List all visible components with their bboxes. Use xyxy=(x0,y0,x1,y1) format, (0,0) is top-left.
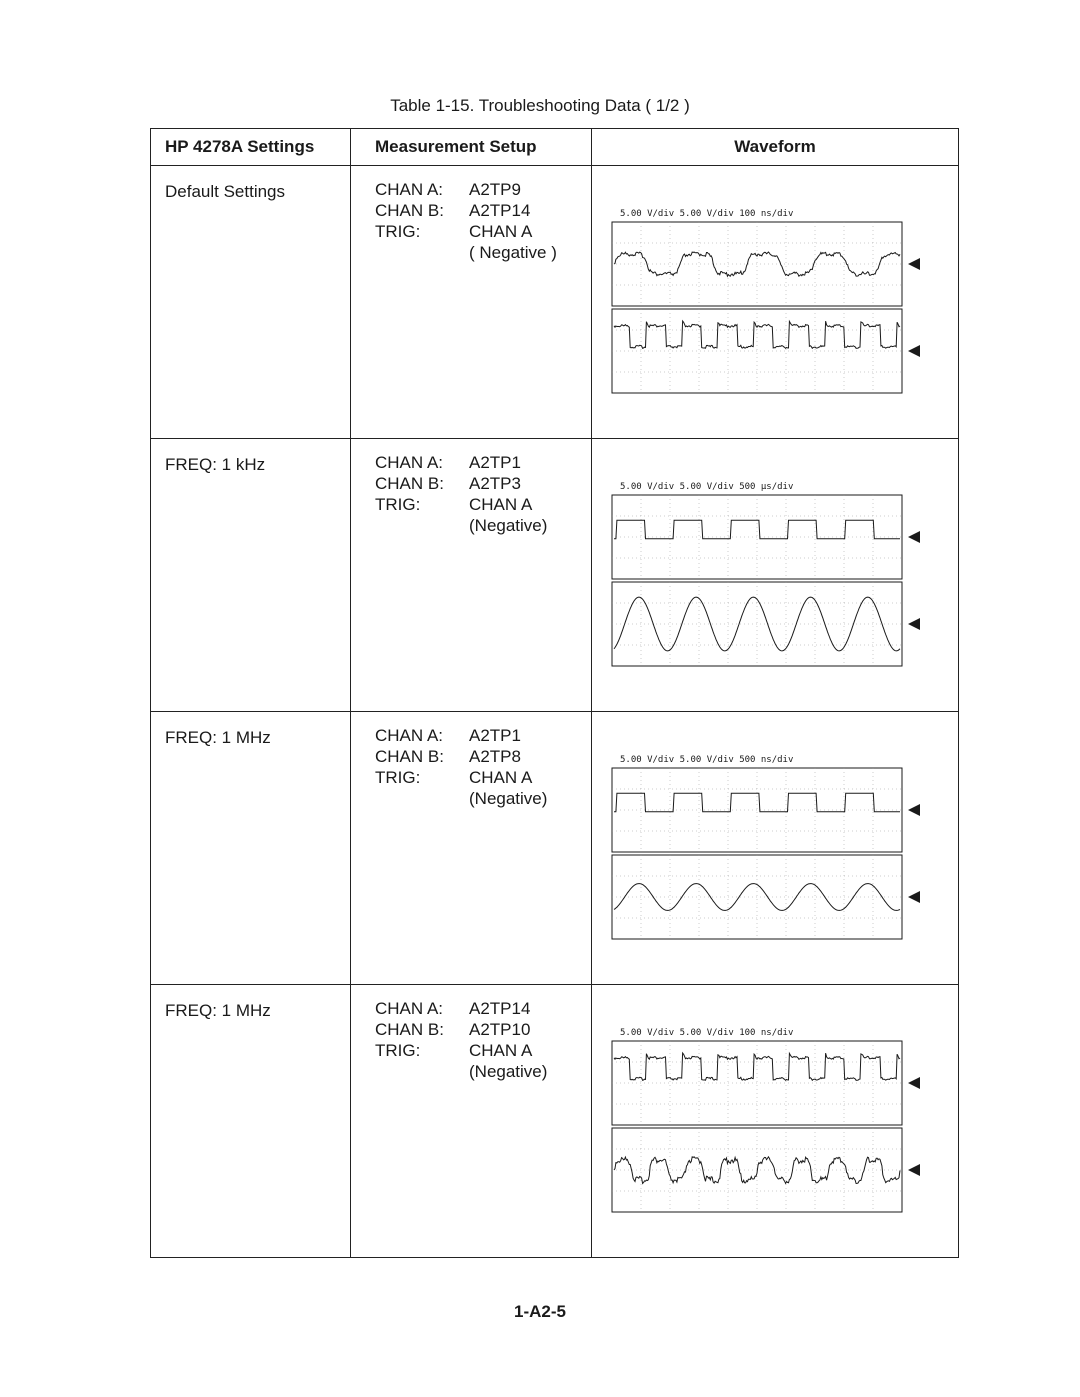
scale-readout: 5.00 V/div 5.00 V/div 500 ns/div xyxy=(620,755,794,765)
chan-a-value: A2TP1 xyxy=(469,726,521,745)
chan-b-value: A2TP3 xyxy=(469,474,521,493)
chan-a-value: A2TP14 xyxy=(469,999,531,1018)
page-number: 1-A2-5 xyxy=(514,1302,566,1321)
chan-b-label: CHAN B: xyxy=(375,747,444,766)
measurement-setup xyxy=(351,439,591,536)
table-row xyxy=(151,712,959,985)
chan-b-value: A2TP14 xyxy=(469,201,531,220)
marker-arrow-icon xyxy=(908,618,920,630)
marker-arrow-icon xyxy=(908,531,920,543)
waveform-cell xyxy=(592,439,959,712)
scale-readout: 5.00 V/div 5.00 V/div 100 ns/div xyxy=(620,1028,794,1038)
waveform-cell xyxy=(592,712,959,985)
channel-a-screen xyxy=(612,222,920,306)
measurement-setup xyxy=(351,712,591,809)
channel-a-screen xyxy=(612,768,920,852)
chan-a-value: A2TP1 xyxy=(469,453,521,472)
chan-a-label: CHAN A: xyxy=(375,999,444,1018)
measurement-setup xyxy=(351,166,591,263)
trig-mode: (Negative) xyxy=(469,789,548,808)
trig-label: TRIG: xyxy=(375,495,421,514)
trig-label: TRIG: xyxy=(375,1041,421,1060)
chan-a-value: A2TP9 xyxy=(469,180,521,199)
chan-a-label: CHAN A: xyxy=(375,180,444,199)
troubleshooting-table xyxy=(150,128,959,1258)
row-setting: Default Settings xyxy=(165,182,286,201)
marker-arrow-icon xyxy=(908,1164,920,1176)
trig-mode: ( Negative ) xyxy=(469,243,557,262)
measurement-setup xyxy=(351,985,591,1082)
channel-b-screen xyxy=(612,1128,920,1212)
trig-value: CHAN A xyxy=(469,1041,533,1060)
channel-a-screen xyxy=(612,495,920,579)
channel-a-screen xyxy=(612,1041,920,1125)
scale-readout: 5.00 V/div 5.00 V/div 100 ns/div xyxy=(620,209,794,219)
row-setting: FREQ: 1 MHz xyxy=(165,1001,271,1020)
table-row xyxy=(151,439,959,712)
chan-b-label: CHAN B: xyxy=(375,1020,444,1039)
scale-readout: 5.00 V/div 5.00 V/div 500 µs/div xyxy=(620,482,794,492)
marker-arrow-icon xyxy=(908,258,920,270)
channel-b-screen xyxy=(612,855,920,939)
trig-label: TRIG: xyxy=(375,222,421,241)
chan-b-value: A2TP10 xyxy=(469,1020,531,1039)
trig-label: TRIG: xyxy=(375,768,421,787)
trig-value: CHAN A xyxy=(469,495,533,514)
waveform-cell xyxy=(592,985,959,1258)
chan-a-label: CHAN A: xyxy=(375,726,444,745)
chan-b-label: CHAN B: xyxy=(375,474,444,493)
header-settings: HP 4278A Settings xyxy=(151,129,351,166)
chan-a-label: CHAN A: xyxy=(375,453,444,472)
trig-value: CHAN A xyxy=(469,222,533,241)
channel-b-screen xyxy=(612,582,920,666)
waveform-cell xyxy=(592,166,959,439)
channel-b-screen xyxy=(612,309,920,393)
table-row xyxy=(151,985,959,1258)
oscilloscope-plot xyxy=(592,166,957,438)
header-row xyxy=(151,129,959,166)
chan-b-value: A2TP8 xyxy=(469,747,521,766)
row-setting: FREQ: 1 MHz xyxy=(165,728,271,747)
trig-mode: (Negative) xyxy=(469,516,548,535)
oscilloscope-plot xyxy=(592,439,957,711)
table-caption: Table 1-15. Troubleshooting Data ( 1/2 ) xyxy=(390,96,690,115)
oscilloscope-plot xyxy=(592,985,957,1257)
marker-arrow-icon xyxy=(908,891,920,903)
table-row xyxy=(151,166,959,439)
trig-mode: (Negative) xyxy=(469,1062,548,1081)
marker-arrow-icon xyxy=(908,804,920,816)
chan-b-label: CHAN B: xyxy=(375,201,444,220)
header-setup: Measurement Setup xyxy=(351,129,592,166)
oscilloscope-plot xyxy=(592,712,957,984)
header-waveform: Waveform xyxy=(592,129,959,166)
marker-arrow-icon xyxy=(908,1077,920,1089)
row-setting: FREQ: 1 kHz xyxy=(165,455,266,474)
trig-value: CHAN A xyxy=(469,768,533,787)
marker-arrow-icon xyxy=(908,345,920,357)
